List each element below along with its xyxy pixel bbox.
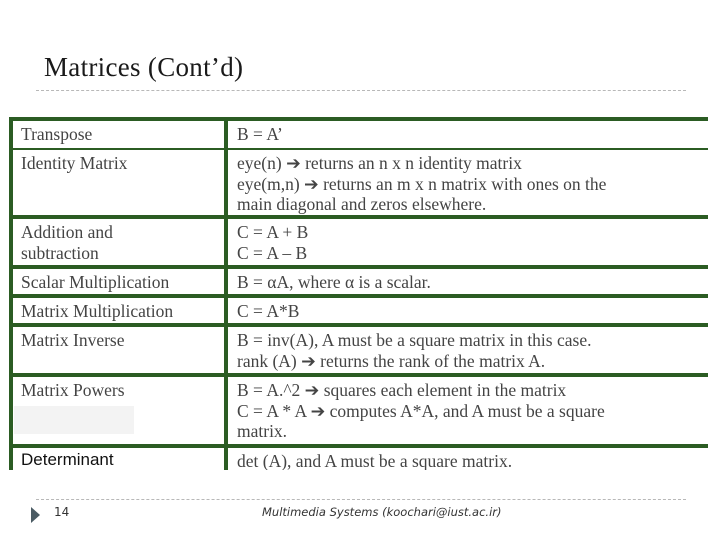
operation-description: matrix. xyxy=(237,421,288,441)
operation-name-cell xyxy=(13,327,224,373)
operation-description: B = inv(A), A must be a square matrix in this case. xyxy=(237,330,592,350)
table-row xyxy=(9,219,708,265)
operation-name: Matrix Inverse xyxy=(21,330,125,350)
table-row xyxy=(9,327,708,373)
operation-name-cell xyxy=(13,448,224,470)
table-row xyxy=(9,269,708,294)
operation-description-cell xyxy=(228,269,708,294)
operation-name: Identity Matrix xyxy=(21,153,128,173)
operation-description: B = A’ xyxy=(237,124,283,144)
operation-description: eye(n) ➔ returns an n x n identity matrix xyxy=(237,153,522,173)
operation-name-cell xyxy=(13,298,224,323)
operation-name: Scalar Multiplication xyxy=(21,272,170,292)
operation-name: Determinant xyxy=(21,450,114,469)
operation-name: subtraction xyxy=(21,242,99,263)
operation-description: det (A), and A must be a square matrix. xyxy=(237,451,513,470)
operation-name-cell xyxy=(13,269,224,294)
slide-title: Matrices (Cont’d) xyxy=(44,52,244,82)
operation-description: B = αA, where α is a scalar. xyxy=(237,272,431,292)
table-row xyxy=(9,121,708,148)
operation-description: main diagonal and zeros elsewhere. xyxy=(237,194,487,214)
operation-description-cell xyxy=(228,448,708,470)
operation-name: Addition and xyxy=(21,222,113,242)
operation-description: C = A*B xyxy=(237,301,300,321)
operation-description-cell xyxy=(228,219,708,265)
operation-name: Transpose xyxy=(21,124,93,144)
operation-description: B = A.^2 ➔ squares each element in the matrix xyxy=(237,380,567,400)
operation-description-cell xyxy=(228,121,708,148)
table-row xyxy=(9,448,708,470)
operation-name-cell xyxy=(13,219,224,265)
operation-description-cell xyxy=(228,150,708,215)
table-row xyxy=(9,298,708,323)
operation-description: C = A * A ➔ computes A*A, and A must be a square xyxy=(237,400,605,421)
table-row xyxy=(9,150,708,215)
operation-description: rank (A) ➔ returns the rank of the matrix A. xyxy=(237,350,546,371)
operation-name: Matrix Powers xyxy=(21,380,125,400)
operation-description-cell xyxy=(228,377,708,444)
operation-name-cell xyxy=(13,150,224,215)
operation-description: C = A + B xyxy=(237,222,309,242)
operation-name-cell xyxy=(13,121,224,148)
footer-text: Multimedia Systems (koochari@iust.ac.ir) xyxy=(262,505,502,519)
page-number: 14 xyxy=(54,505,70,519)
operation-description-cell xyxy=(228,298,708,323)
redacted-area xyxy=(14,406,134,434)
operation-name: Matrix Multiplication xyxy=(21,301,174,321)
footer-divider xyxy=(36,499,686,500)
operation-description-cell xyxy=(228,327,708,373)
operation-description: C = A – B xyxy=(237,242,308,263)
operation-description: eye(m,n) ➔ returns an m x n matrix with ones on the xyxy=(237,173,607,194)
title-divider xyxy=(36,90,686,91)
footer-arrow-icon xyxy=(31,507,40,523)
